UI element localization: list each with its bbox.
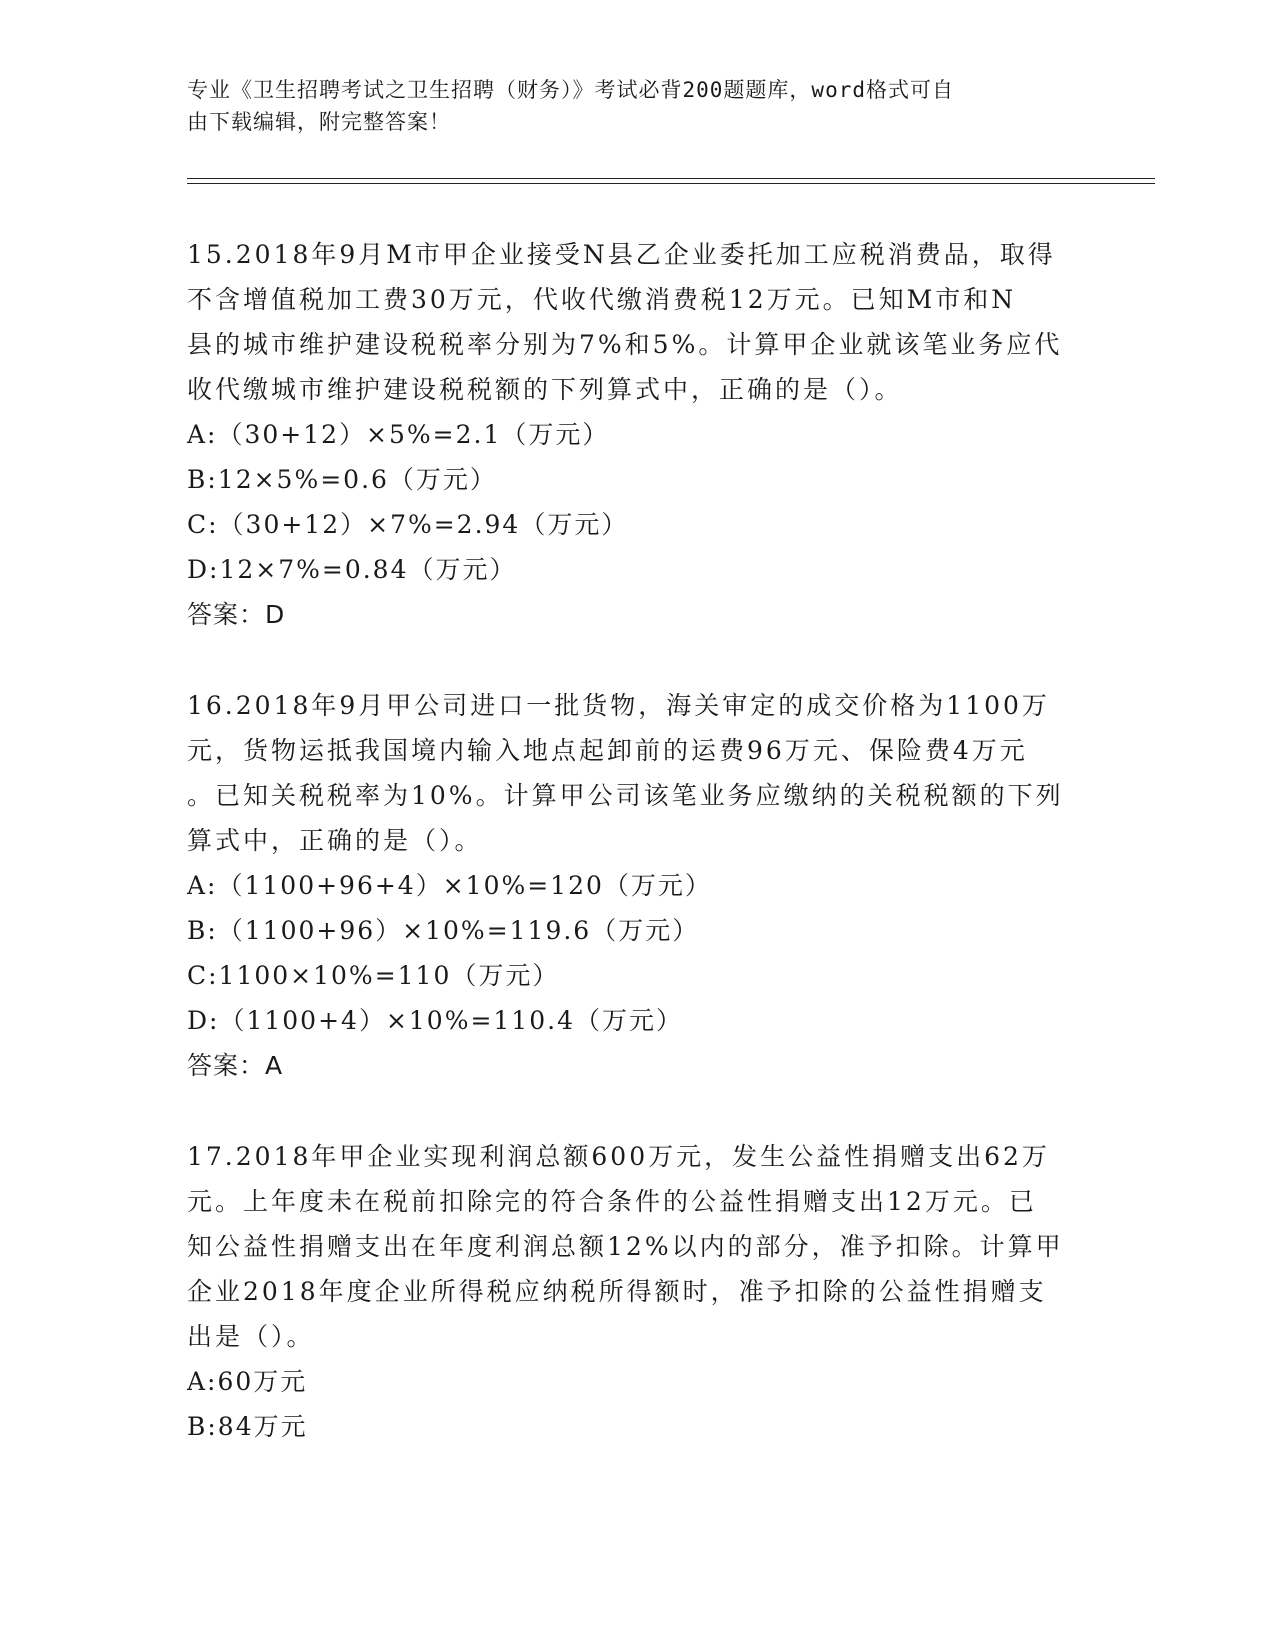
question-stem-line: 16.2018年9月甲公司进口一批货物，海关审定的成交价格为1100万 xyxy=(187,691,1050,720)
question-stem-line: 县的城市维护建设税税率分别为7%和5%。计算甲企业就该笔业务应代 xyxy=(187,330,1063,359)
header-divider xyxy=(187,178,1155,179)
option-c: C:（30+12）×7%=2.94（万元） xyxy=(187,510,629,539)
option-a: A:（1100+96+4）×10%=120（万元） xyxy=(187,871,712,900)
question-16 xyxy=(187,683,1087,1088)
option-a: A:60万元 xyxy=(187,1367,308,1396)
question-stem-line: 元，货物运抵我国境内输入地点起卸前的运费96万元、保险费4万元 xyxy=(187,736,1028,765)
question-stem-line: 不含增值税加工费30万元，代收代缴消费税12万元。已知M市和N xyxy=(187,285,1017,314)
question-stem-line: 收代缴城市维护建设税税额的下列算式中，正确的是（）。 xyxy=(187,375,903,404)
option-d: D:（1100+4）×10%=110.4（万元） xyxy=(187,1006,683,1035)
option-b: B:12×5%=0.6（万元） xyxy=(187,465,497,494)
answer: 答案：D xyxy=(187,600,286,629)
header-line: 专业《卫生招聘考试之卫生招聘（财务）》考试必背200题题库，word格式可自 xyxy=(187,78,954,102)
option-b: B:84万元 xyxy=(187,1412,308,1441)
answer: 答案：A xyxy=(187,1051,284,1080)
question-stem-line: 知公益性捐赠支出在年度利润总额12%以内的部分，准予扣除。计算甲 xyxy=(187,1232,1064,1261)
question-stem-line: 企业2018年度企业所得税应纳税所得额时，准予扣除的公益性捐赠支 xyxy=(187,1277,1047,1306)
question-stem-line: 17.2018年甲企业实现利润总额600万元，发生公益性捐赠支出62万 xyxy=(187,1142,1050,1171)
question-17 xyxy=(187,1134,1087,1449)
document-header xyxy=(187,74,1087,138)
question-stem-line: 。已知关税税率为10%。计算甲公司该笔业务应缴纳的关税税额的下列 xyxy=(187,781,1064,810)
question-spacer xyxy=(187,637,1087,683)
option-d: D:12×7%=0.84（万元） xyxy=(187,555,517,584)
question-15 xyxy=(187,232,1087,637)
question-stem-line: 出是（）。 xyxy=(187,1322,315,1351)
question-stem-line: 元。上年度未在税前扣除完的符合条件的公益性捐赠支出12万元。已 xyxy=(187,1187,1037,1216)
header-line: 由下载编辑，附完整答案！ xyxy=(187,110,451,134)
option-b: B:（1100+96）×10%=119.6（万元） xyxy=(187,916,700,945)
option-a: A:（30+12）×5%=2.1（万元） xyxy=(187,420,610,449)
option-c: C:1100×10%=110（万元） xyxy=(187,961,560,990)
question-stem-line: 算式中，正确的是（）。 xyxy=(187,826,483,855)
question-spacer xyxy=(187,1088,1087,1134)
question-list xyxy=(187,232,1087,1449)
question-stem-line: 15.2018年9月M市甲企业接受N县乙企业委托加工应税消费品，取得 xyxy=(187,240,1056,269)
header-divider xyxy=(187,183,1155,184)
